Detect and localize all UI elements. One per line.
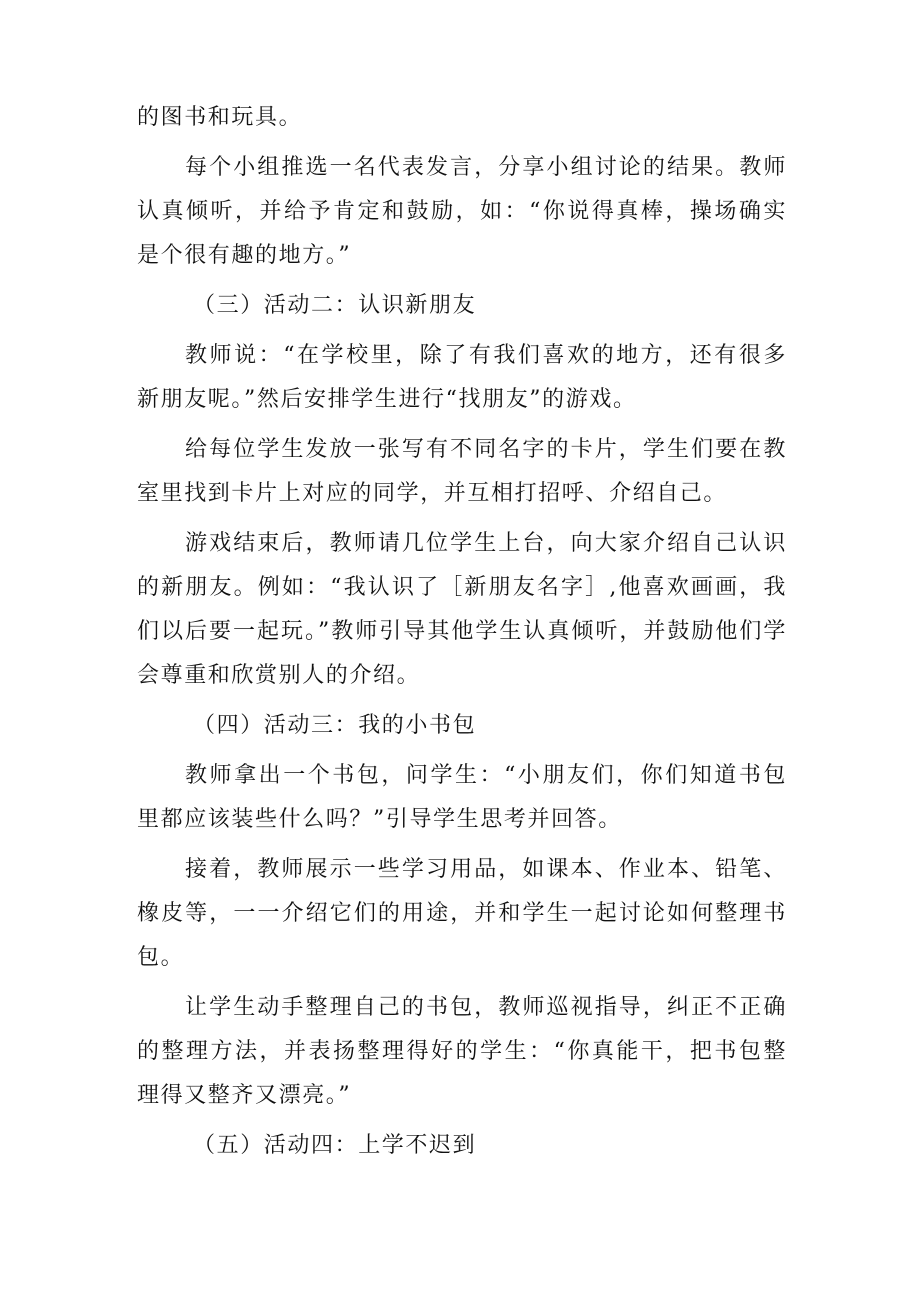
paragraph: 给每位学生发放一张写有不同名字的卡片，学生们要在教室里找到卡片上对应的同学，并互相打招呼、介绍自己。	[137, 437, 787, 506]
paragraph: 让学生动手整理自己的书包，教师巡视指导，纠正不正确的整理方法，并表扬整理得好的学生：“你真能干，把书包整理得又整齐又漂亮。”	[137, 995, 787, 1108]
paragraph: 教师拿出一个书包，问学生：“小朋友们，你们知道书包里都应该装些什么吗？”引导学生思考并回答。	[137, 763, 787, 832]
paragraph: 游戏结束后，教师请几位学生上台，向大家介绍自己认识的新朋友。例如：“我认识了［新朋友名字］,他喜欢画画，我们以后要一起玩。”教师引导其他学生认真倾听，并鼓励他们学会尊重和欣赏别人的介绍。	[137, 531, 787, 688]
paragraph: 接着，教师展示一些学习用品，如课本、作业本、铅笔、橡皮等，一一介绍它们的用途，并和学生一起讨论如何整理书包。	[137, 857, 787, 970]
section-heading: （五）活动四：上学不迟到	[193, 1133, 477, 1158]
document-page	[137, 96, 787, 1174]
section-heading: （四）活动三：我的小书包	[193, 713, 477, 738]
paragraph: 每个小组推选一名代表发言，分享小组讨论的结果。教师认真倾听，并给予肯定和鼓励，如：“你说得真棒，操场确实是个很有趣的地方。”	[137, 155, 787, 268]
section-heading: （三）活动二：认识新朋友	[193, 293, 477, 318]
paragraph: 教师说：“在学校里，除了有我们喜欢的地方，还有很多新朋友呢。”然后安排学生进行“找朋友”的游戏。	[137, 343, 787, 412]
paragraph-continued: 的图书和玩具。	[137, 105, 303, 130]
